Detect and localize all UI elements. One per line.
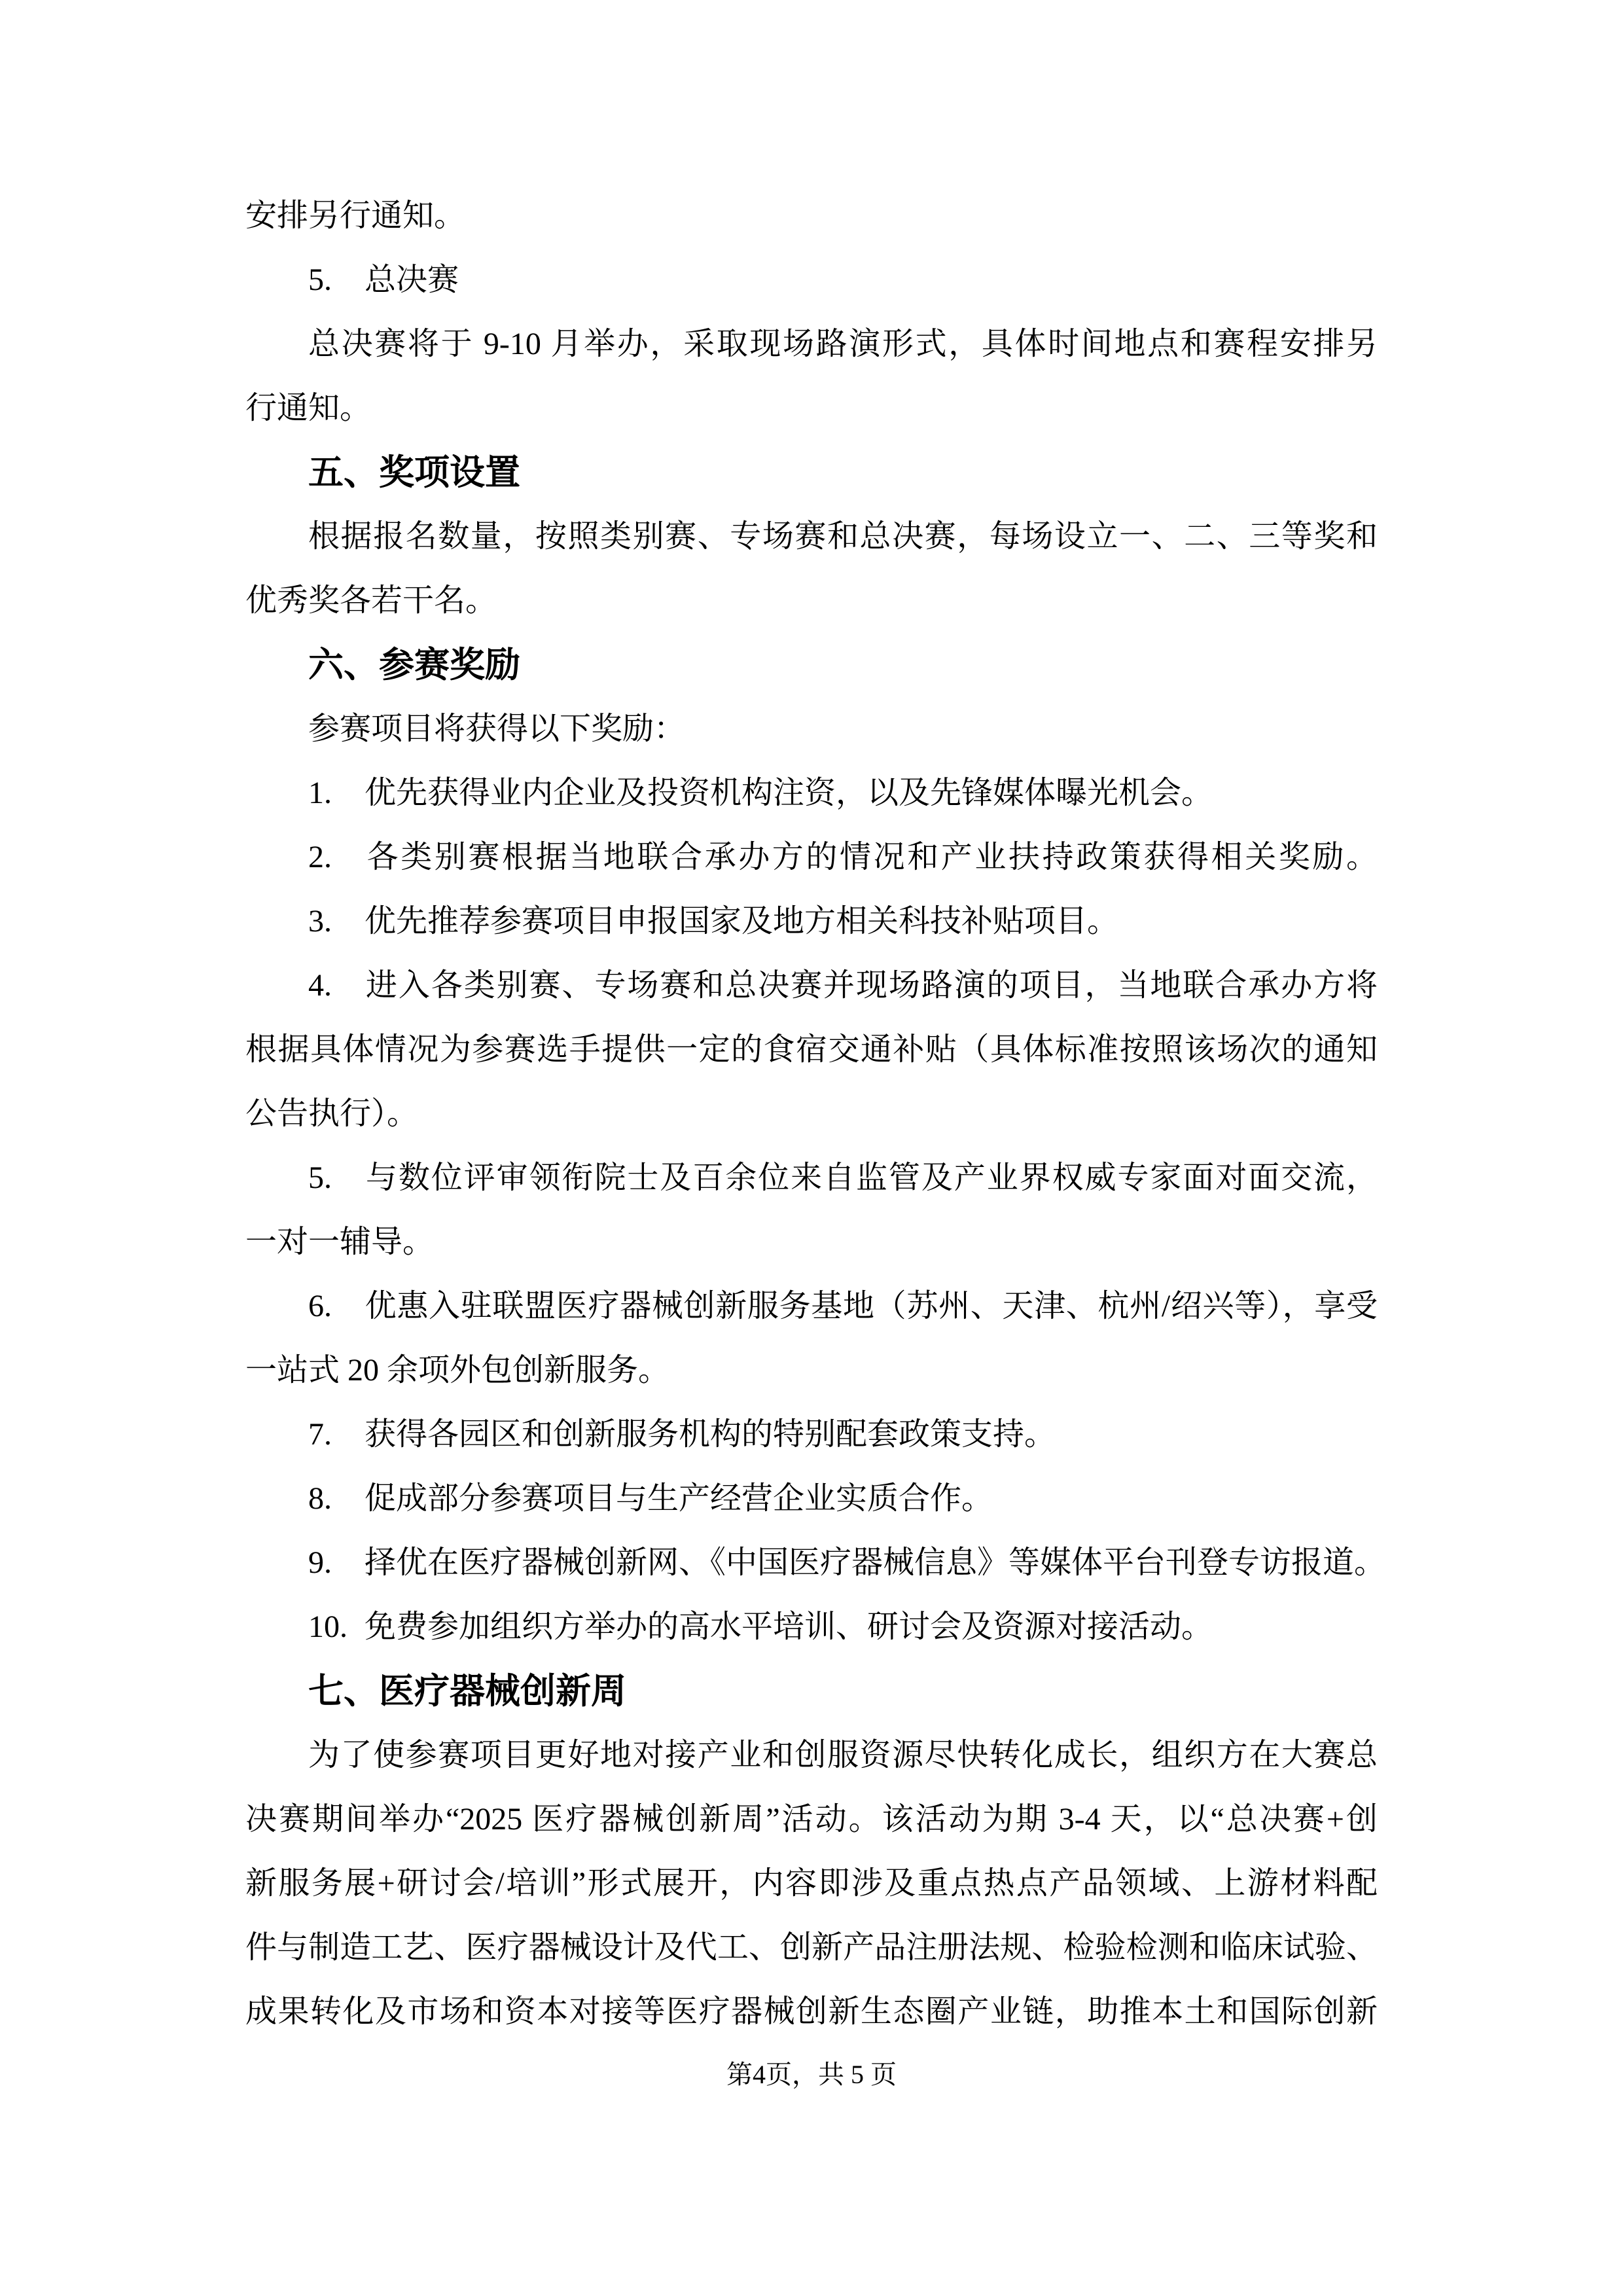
page-number: 第4页，共 5 页	[726, 2060, 897, 2089]
list-item-text: 择优在医疗器械创新网、《中国医疗器械信息》等媒体平台刊登专访报道。	[365, 1545, 1386, 1580]
list-item-reward-6	[245, 1274, 1378, 1338]
body-line: 决赛期间举办“2025 医疗器械创新周”活动。该活动为期 3-4 天，以“总决赛+创	[245, 1802, 1378, 1837]
list-number: 9.	[308, 1545, 332, 1580]
body-line: 一站式 20 余项外包创新服务。	[245, 1353, 670, 1388]
list-item-reward-3	[245, 889, 1378, 954]
heading-participation-rewards: 六、参赛奖励	[308, 645, 520, 685]
heading-innovation-week: 七、医疗器械创新周	[308, 1672, 626, 1711]
list-number: 6.	[308, 1289, 332, 1323]
list-number: 1.	[308, 776, 332, 810]
body-line: 安排另行通知。	[245, 198, 466, 233]
body-line: 优秀奖各若干名。	[245, 583, 497, 618]
list-item-text: 促成部分参赛项目与生产经营企业实质合作。	[365, 1481, 993, 1516]
list-item-reward-4	[245, 954, 1378, 1018]
list-item-text: 免费参加组织方举办的高水平培训、研讨会及资源对接活动。	[365, 1609, 1213, 1644]
list-item-text: 获得各园区和创新服务机构的特别配套政策支持。	[365, 1417, 1056, 1452]
body-line: 行通知。	[245, 391, 372, 425]
list-item-text: 优先获得业内企业及投资机构注资，以及先锋媒体曝光机会。	[365, 776, 1213, 810]
list-item-reward-7	[245, 1403, 1378, 1467]
list-number: 5.	[308, 1160, 332, 1195]
list-number: 3.	[308, 904, 332, 939]
body-line: 参赛项目将获得以下奖励：	[308, 711, 686, 746]
list-number: 10.	[308, 1609, 348, 1644]
body-line: 总决赛将于 9-10 月举办，采取现场路演形式，具体时间地点和赛程安排另	[308, 327, 1378, 361]
list-item-final-round	[245, 248, 1378, 312]
list-number: 2.	[308, 840, 332, 874]
body-line: 成果转化及市场和资本对接等医疗器械创新生态圈产业链，助推本土和国际创新	[245, 1994, 1378, 2029]
heading-awards-setup: 五、奖项设置	[308, 453, 520, 492]
list-item-reward-8	[245, 1467, 1378, 1531]
list-item-text: 各类别赛根据当地联合承办方的情况和产业扶持政策获得相关奖励。	[365, 840, 1378, 874]
list-number: 4.	[308, 968, 332, 1003]
body-line: 新服务展+研讨会/培训”形式展开，内容即涉及重点热点产品领域、上游材料配	[245, 1866, 1378, 1901]
list-number: 7.	[308, 1417, 332, 1452]
body-line: 为了使参赛项目更好地对接产业和创服资源尽快转化成长，组织方在大赛总	[308, 1738, 1378, 1772]
body-line: 根据具体情况为参赛选手提供一定的食宿交通补贴（具体标准按照该场次的通知	[245, 1032, 1378, 1067]
list-item-text: 优惠入驻联盟医疗器械创新服务基地（苏州、天津、杭州/绍兴等），享受	[365, 1289, 1378, 1323]
page-footer	[0, 2043, 1623, 2107]
list-number: 5.	[308, 262, 332, 297]
list-item-reward-5	[245, 1146, 1378, 1210]
list-item-text: 进入各类别赛、专场赛和总决赛并现场路演的项目，当地联合承办方将	[365, 968, 1378, 1003]
body-line: 公告执行）。	[245, 1096, 419, 1131]
list-item-reward-9	[245, 1531, 1386, 1595]
list-item-reward-10	[245, 1595, 1378, 1659]
list-number: 8.	[308, 1481, 332, 1516]
list-item-text: 与数位评审领衔院士及百余位来自监管及产业界权威专家面对面交流，	[365, 1160, 1378, 1195]
body-line: 一对一辅导。	[245, 1225, 435, 1259]
body-line: 件与制造工艺、医疗器械设计及代工、创新产品注册法规、检验检测和临床试验、	[245, 1930, 1378, 1965]
list-item-reward-1	[245, 761, 1378, 825]
list-item-text: 总决赛	[365, 262, 459, 297]
page-content	[245, 184, 1386, 2044]
list-item-text: 优先推荐参赛项目申报国家及地方相关科技补贴项目。	[365, 904, 1119, 939]
body-line: 根据报名数量，按照类别赛、专场赛和总决赛，每场设立一、二、三等奖和	[308, 519, 1378, 554]
list-item-reward-2	[245, 825, 1378, 889]
